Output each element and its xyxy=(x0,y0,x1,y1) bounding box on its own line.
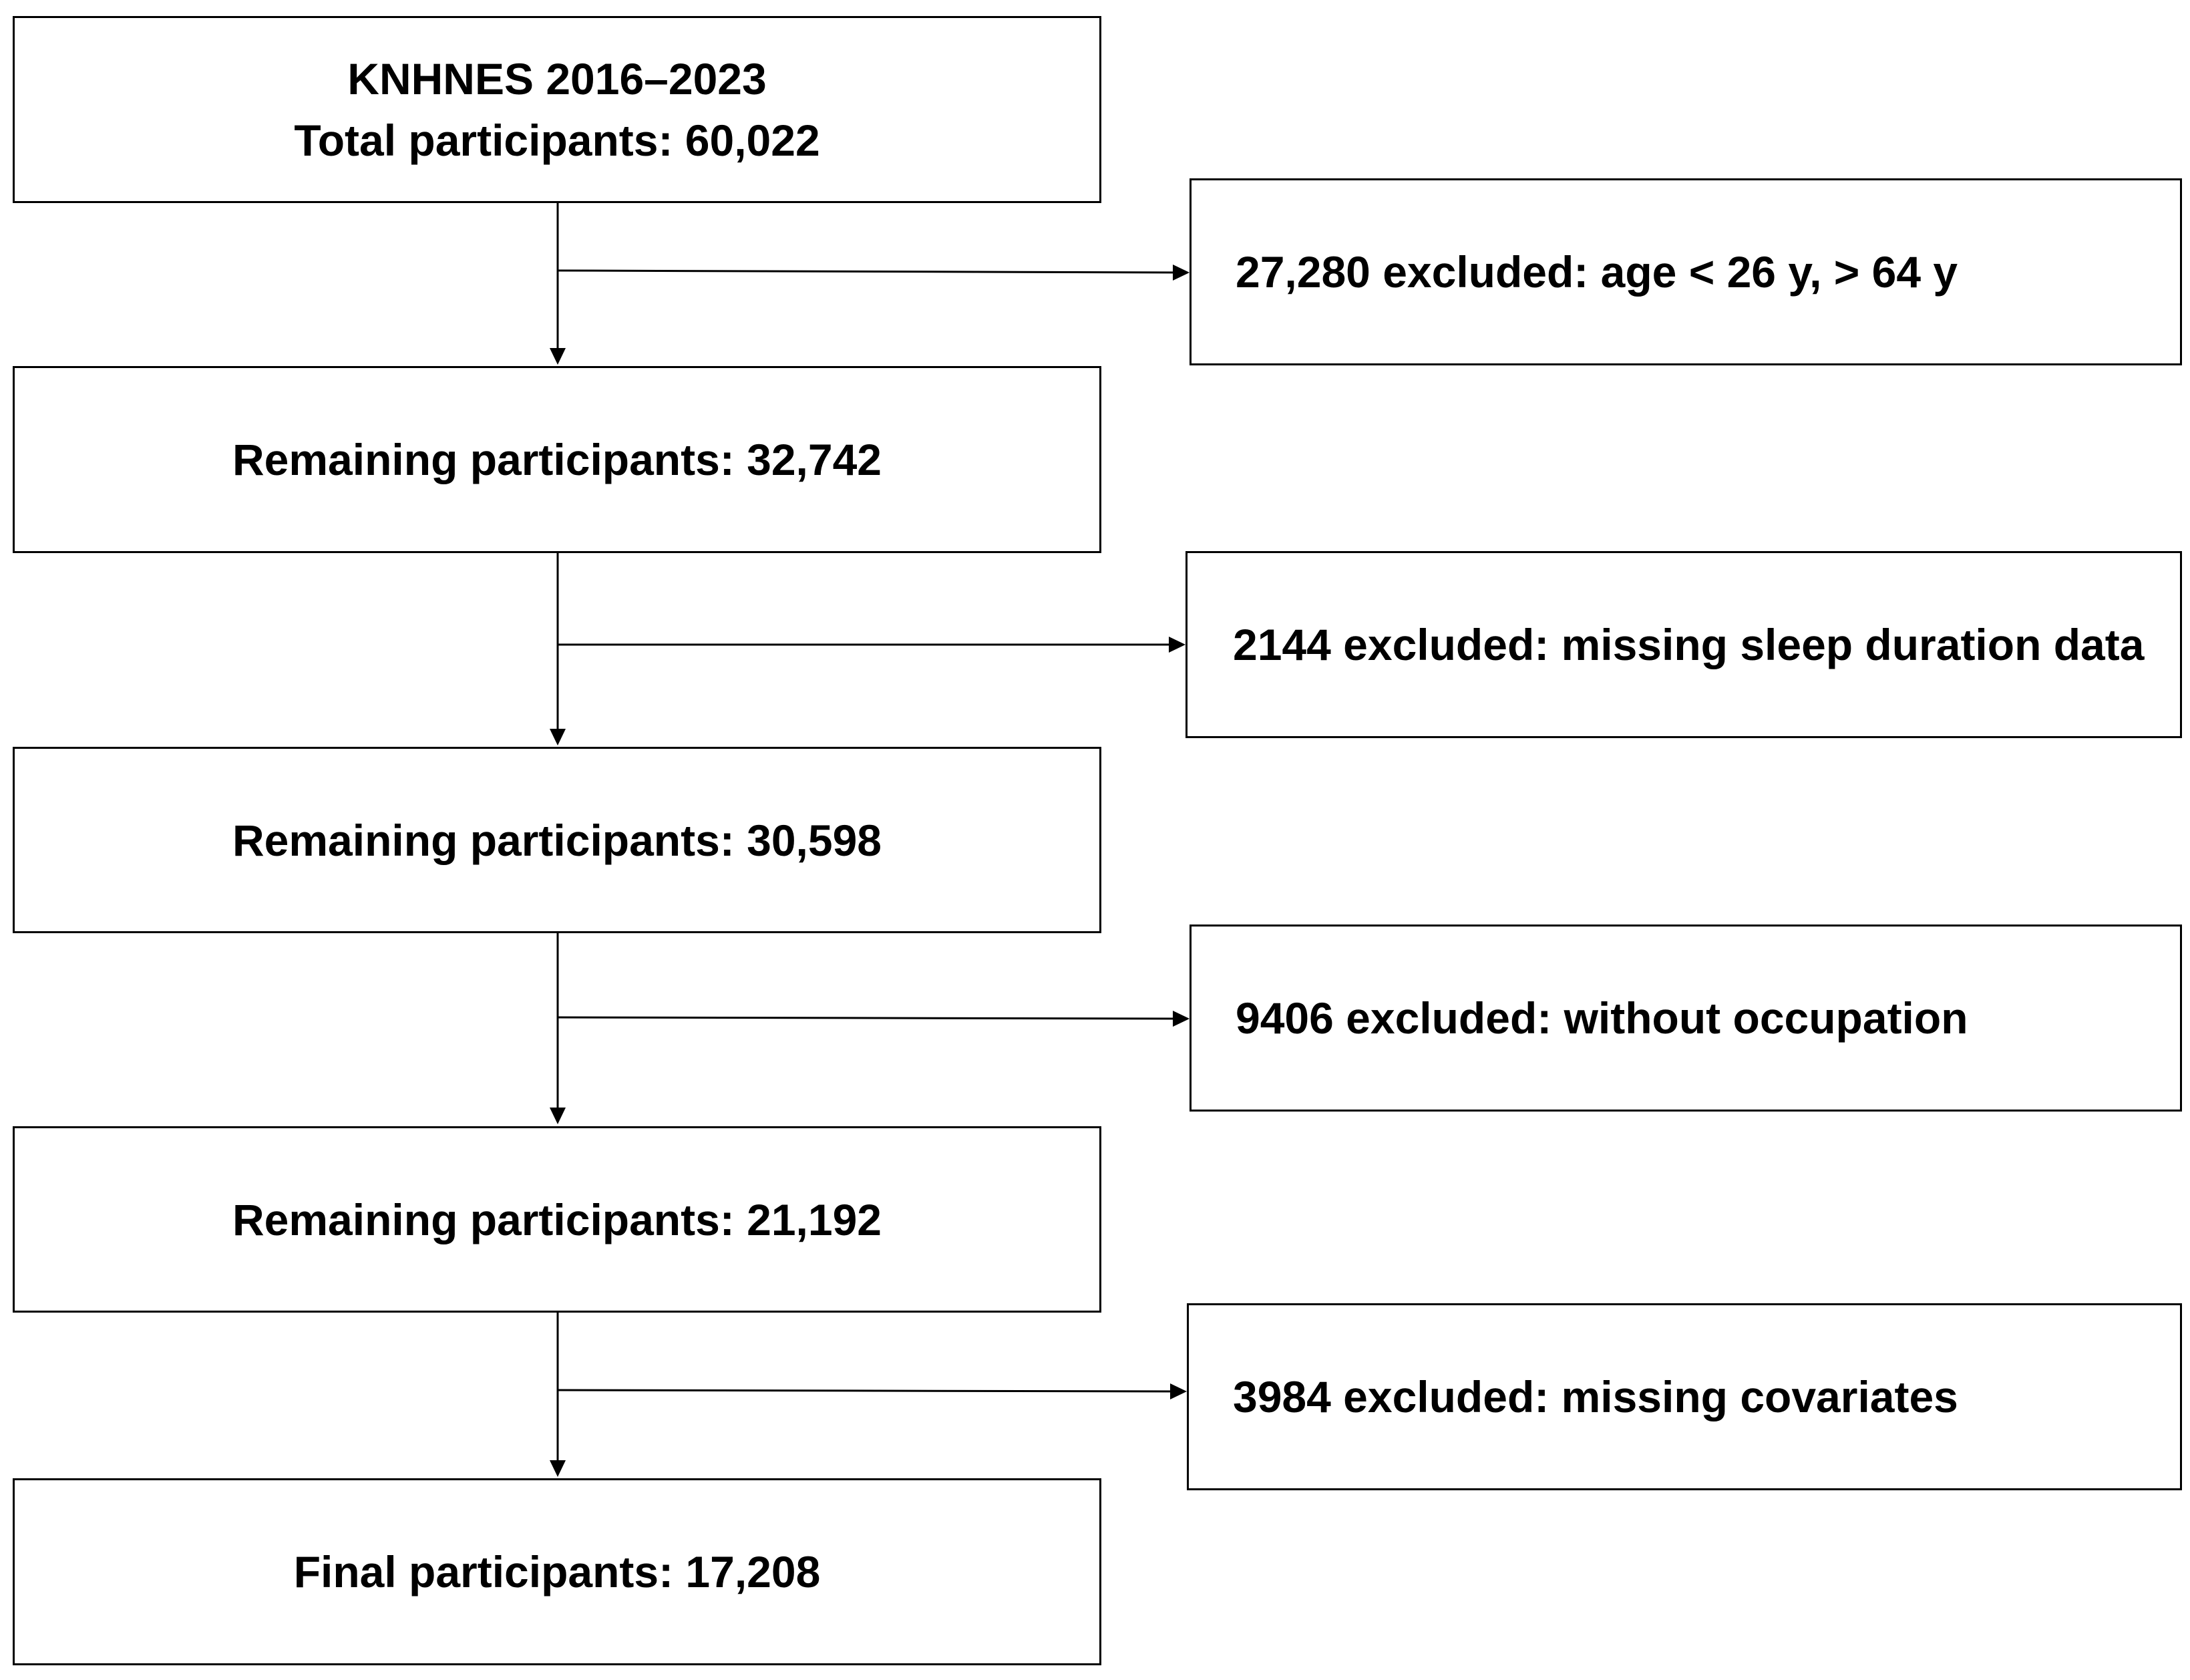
exclusion-box-1 xyxy=(1190,178,2182,365)
remaining-box-1 xyxy=(13,366,1101,553)
exclusion-box-3 xyxy=(1190,925,2182,1112)
exclusion-label-2: 2144 excluded: missing sleep duration data xyxy=(1233,620,2145,669)
down-arrowhead-2 xyxy=(550,729,566,745)
exclusion-box-2 xyxy=(1185,551,2182,738)
side-arrow-4 xyxy=(558,1390,1179,1391)
remaining-box-3 xyxy=(13,1126,1101,1313)
side-arrowhead-4 xyxy=(1170,1383,1187,1399)
down-arrowhead-1 xyxy=(550,348,566,365)
exclusion-box-4 xyxy=(1187,1303,2182,1490)
down-arrowhead-3 xyxy=(550,1108,566,1124)
start-box xyxy=(13,16,1101,203)
side-arrow-3 xyxy=(558,1017,1182,1019)
remaining-label-2: Remaining participants: 30,598 xyxy=(232,815,882,865)
side-arrowhead-1 xyxy=(1173,265,1190,281)
start-title: KNHNES 2016–2023 xyxy=(347,54,767,104)
remaining-box-2 xyxy=(13,747,1101,933)
exclusion-label-4: 3984 excluded: missing covariates xyxy=(1233,1372,1958,1421)
start-total: Total participants: 60,022 xyxy=(294,116,820,165)
side-arrowhead-3 xyxy=(1173,1011,1190,1027)
down-arrowhead-4 xyxy=(550,1460,566,1477)
final-box xyxy=(13,1478,1101,1665)
side-arrowhead-2 xyxy=(1169,637,1185,653)
final-label: Final participants: 17,208 xyxy=(293,1547,821,1597)
remaining-label-3: Remaining participants: 21,192 xyxy=(232,1194,882,1244)
exclusion-label-1: 27,280 excluded: age < 26 y, > 64 y xyxy=(1236,247,1958,297)
remaining-label-1: Remaining participants: 32,742 xyxy=(232,435,882,484)
exclusion-label-3: 9406 excluded: without occupation xyxy=(1236,993,1968,1043)
side-arrow-1 xyxy=(558,271,1182,273)
